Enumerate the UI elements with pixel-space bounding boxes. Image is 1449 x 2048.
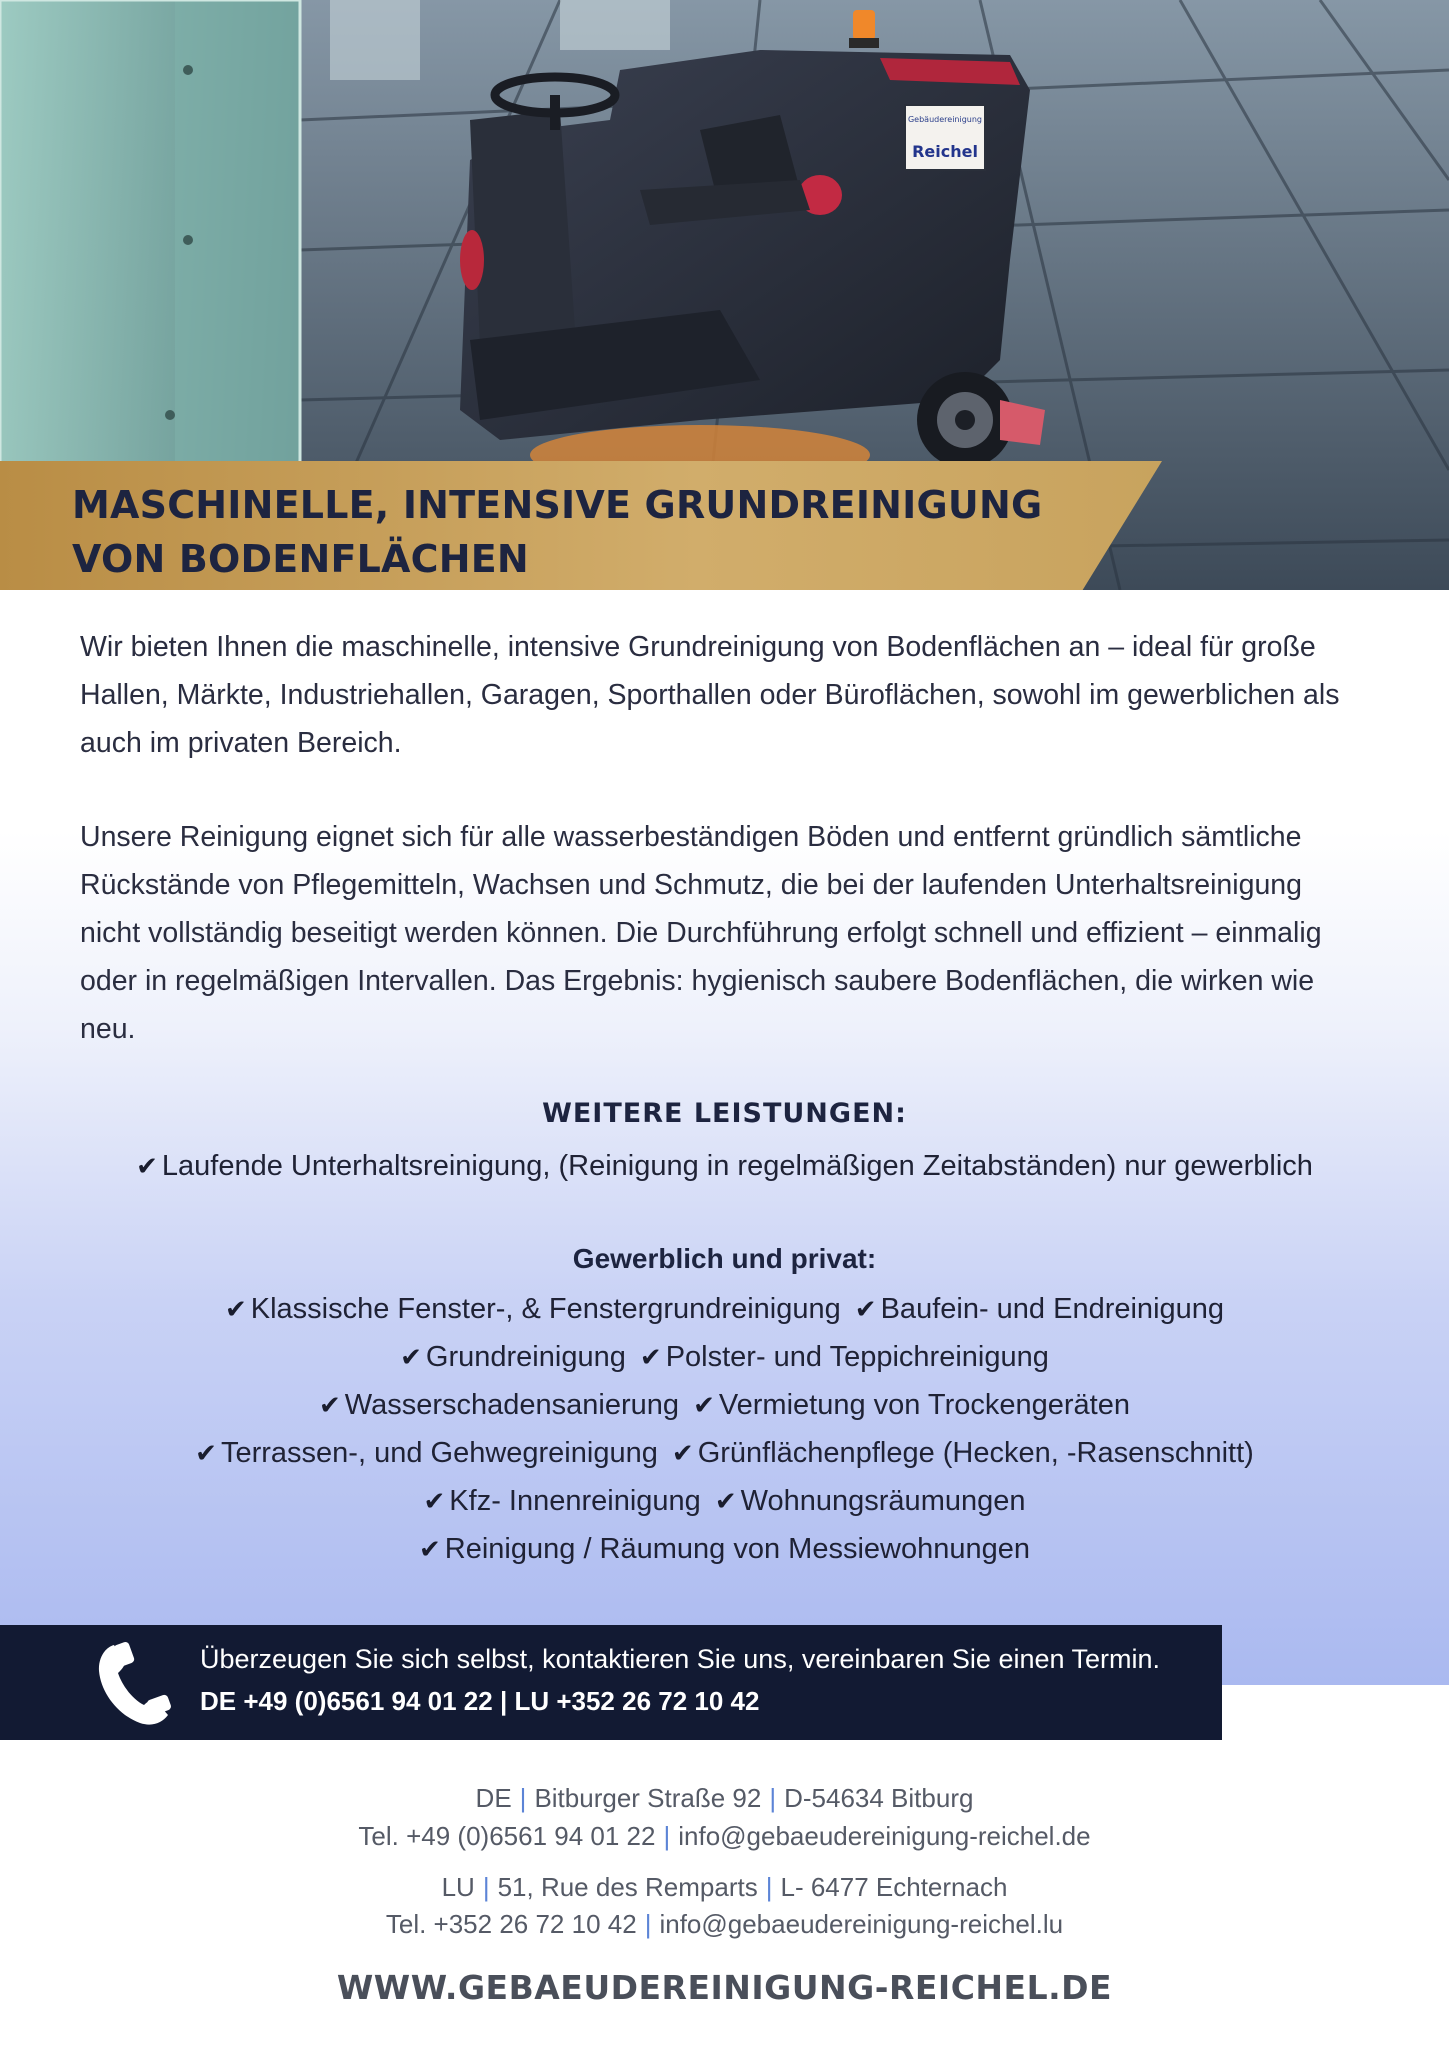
service-label: Klassische Fenster-, & Fenstergrundreinigung <box>250 1293 841 1325</box>
service-row <box>0 1333 1449 1382</box>
email-link[interactable]: info@gebaeudereinigung-reichel.lu <box>659 1909 1064 1939</box>
checkmark-icon: ✔ <box>854 1295 877 1325</box>
service-row <box>0 1381 1449 1430</box>
separator: | <box>482 1872 490 1902</box>
checkmark-icon: ✔ <box>418 1535 441 1565</box>
contact-de-line <box>0 1821 1449 1852</box>
checkmark-icon: ✔ <box>639 1343 662 1373</box>
sticker-small-text: Gebäudereinigung <box>907 115 983 124</box>
checkmark-icon: ✔ <box>136 1152 158 1182</box>
service-label: Laufende Unterhaltsreinigung, (Reinigung in regelmäßigen Zeitabständen) nur gewerblich <box>161 1150 1313 1182</box>
address-de-line <box>0 1783 1449 1814</box>
service-label: Grundreinigung <box>425 1341 626 1373</box>
checkmark-icon: ✔ <box>195 1439 217 1469</box>
weitere-leistungen-item <box>0 1142 1449 1191</box>
separator: | <box>519 1783 527 1813</box>
checkmark-icon: ✔ <box>400 1343 422 1373</box>
service-label: Baufein- und Endreinigung <box>880 1293 1225 1325</box>
service-row <box>0 1429 1449 1478</box>
email-link[interactable]: info@gebaeudereinigung-reichel.de <box>678 1821 1091 1851</box>
website-link[interactable]: WWW.GEBAEUDEREINIGUNG-REICHEL.DE <box>336 1968 1113 2007</box>
sticker-logo-text: Reichel <box>912 142 978 161</box>
intro-paragraph-2: Unsere Reinigung eignet sich für alle wasserbeständigen Böden und entfernt gründlich sämtliche Rückstände von Pflegemitteln, Wachsen und Schmutz, die bei der laufenden Unterhaltsreinigung nicht vollständig beseitigt werden können. Die Durchführung erfolgt schnell und effizient – einmalig oder in regelmäßigen Intervallen. Das Ergebnis: hygienisch saubere Bodenflächen, die wirken wie neu. <box>80 821 1322 1045</box>
separator: | <box>765 1872 773 1902</box>
service-label: Vermietung von Trockengeräten <box>718 1389 1130 1421</box>
service-label: Kfz- Innenreinigung <box>449 1485 701 1517</box>
street: Bitburger Straße 92 <box>534 1783 762 1813</box>
service-row <box>0 1525 1449 1574</box>
address-lu-line <box>0 1872 1449 1903</box>
contact-invitation: Überzeugen Sie sich selbst, kontaktieren Sie uns, vereinbaren Sie einen Termin. <box>200 1644 1161 1674</box>
page-title <box>72 478 1042 586</box>
street: 51, Rue des Remparts <box>497 1872 758 1902</box>
country-code: LU <box>441 1872 475 1902</box>
service-label: Polster- und Teppichreinigung <box>665 1341 1049 1373</box>
contact-phones: DE +49 (0)6561 94 01 22 | LU +352 26 72 10 42 <box>200 1686 760 1716</box>
checkmark-icon: ✔ <box>693 1391 715 1421</box>
city: L- 6477 Echternach <box>780 1872 1008 1902</box>
checkmark-icon: ✔ <box>423 1487 446 1517</box>
service-row <box>0 1285 1449 1334</box>
phone-number[interactable]: Tel. +352 26 72 10 42 <box>385 1909 637 1939</box>
country-code: DE <box>475 1783 512 1813</box>
separator: | <box>769 1783 777 1813</box>
intro-paragraph-1: Wir bieten Ihnen die maschinelle, intensive Grundreinigung von Bodenflächen an – ideal für große Hallen, Märkte, Industriehallen, Garagen, Sporthallen oder Büroflächen, sowohl im gewerblichen als auch im privaten Bereich. <box>80 631 1340 759</box>
separator: | <box>663 1821 671 1851</box>
phone-icon <box>96 1641 172 1727</box>
contact-bar <box>0 1625 1222 1740</box>
phone-number[interactable]: Tel. +49 (0)6561 94 01 22 <box>358 1821 656 1851</box>
weitere-leistungen-heading: WEITERE LEISTUNGEN: <box>542 1098 907 1129</box>
title-line-2: VON BODENFLÄCHEN <box>72 537 529 581</box>
service-row <box>0 1477 1449 1526</box>
checkmark-icon: ✔ <box>319 1391 341 1421</box>
checkmark-icon: ✔ <box>224 1295 247 1325</box>
contact-lu-line <box>0 1909 1449 1940</box>
separator: | <box>644 1909 652 1939</box>
service-label: Wasserschadensanierung <box>344 1389 680 1421</box>
checkmark-icon: ✔ <box>671 1439 694 1469</box>
service-label: Grünflächenpflege (Hecken, -Rasenschnitt) <box>697 1437 1254 1469</box>
gewerblich-privat-heading: Gewerblich und privat: <box>572 1243 877 1274</box>
service-label: Terrassen-, und Gehwegreinigung <box>220 1437 658 1469</box>
title-line-1: MASCHINELLE, INTENSIVE GRUNDREINIGUNG <box>72 483 1043 527</box>
service-label: Wohnungsräumungen <box>740 1485 1026 1517</box>
city: D-54634 Bitburg <box>784 1783 974 1813</box>
service-label: Reinigung / Räumung von Messiewohnungen <box>444 1533 1030 1565</box>
checkmark-icon: ✔ <box>714 1487 737 1517</box>
